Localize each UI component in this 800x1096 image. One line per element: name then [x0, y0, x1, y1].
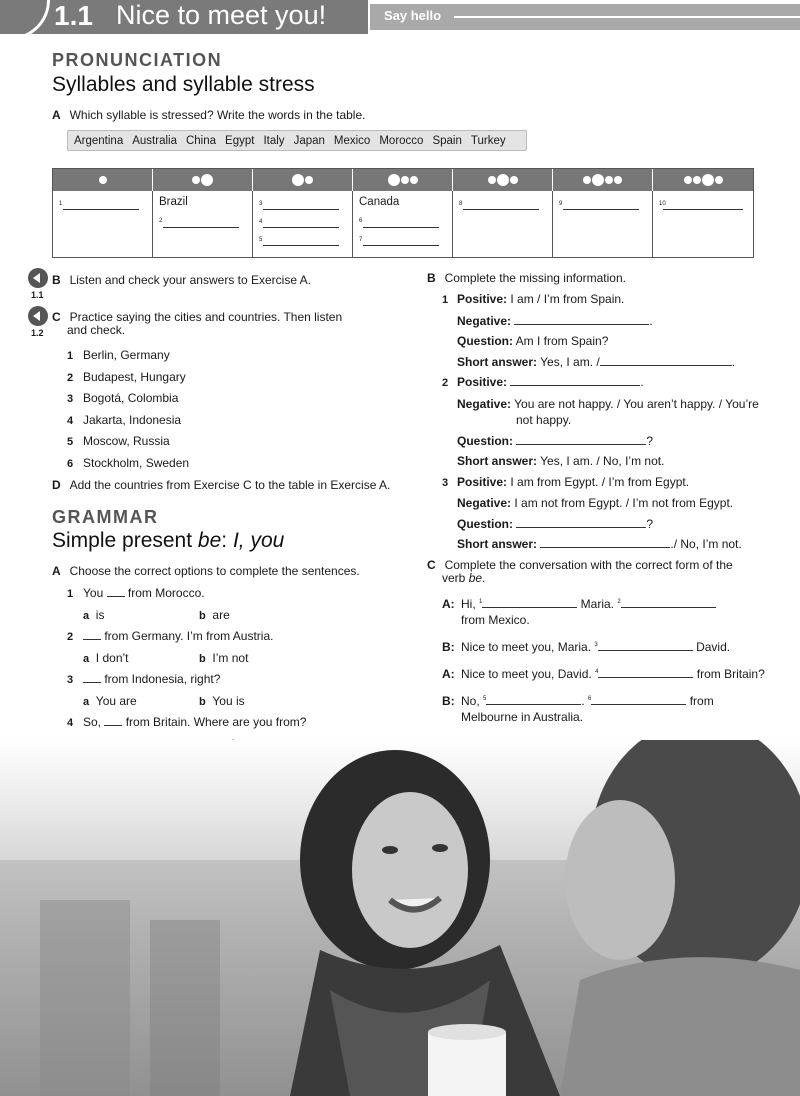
exercise-letter: A: [52, 564, 61, 578]
syllable-dot: [488, 176, 496, 184]
answer-blank[interactable]: [598, 638, 693, 651]
option-row: a is b are: [83, 607, 230, 622]
exercise-d-instruction: [52, 476, 390, 494]
answer-number: 10: [659, 201, 666, 207]
header-circle-decoration: [0, 0, 50, 40]
exercise-text: verb be.: [442, 571, 486, 585]
header-rule: [454, 16, 800, 18]
exercise-text: Complete the conversation with the correct form of the: [444, 558, 733, 572]
table-column: [653, 191, 753, 257]
pronunciation-caption: PRONUNCIATION: [52, 50, 223, 70]
unit-subtitle: Say hello: [384, 8, 442, 23]
info-line: not happy.: [516, 413, 572, 427]
question-item: 3 from Indonesia, right?: [67, 672, 221, 686]
info-line: Question: ?: [457, 516, 654, 531]
answer-blank[interactable]: [516, 515, 646, 528]
unit-number: 1.1: [54, 0, 93, 31]
stressed-syllable-dot: [592, 174, 604, 186]
syllable-dot: [410, 176, 418, 184]
answer-blank[interactable]: [486, 692, 581, 705]
example-word: Canada: [359, 196, 400, 208]
table-column: [53, 191, 153, 257]
grammar-title: Simple present be: I, you: [52, 529, 285, 552]
answer-blank[interactable]: [510, 373, 640, 386]
stress-pattern-header: [353, 169, 453, 191]
syllable-dot: [305, 176, 313, 184]
exercise-text: Add the countries from Exercise C to the table in Exercise A.: [69, 478, 391, 492]
info-line: 2 Positive: .: [442, 375, 644, 389]
option-b[interactable]: I’m not: [212, 650, 249, 665]
answer-blank[interactable]: [363, 226, 439, 228]
answer-blank[interactable]: [163, 226, 239, 228]
stressed-syllable-dot: [497, 174, 509, 186]
table-column: [553, 191, 653, 257]
answer-number: 5: [259, 237, 263, 243]
unit-title: Nice to meet you!: [116, 0, 327, 30]
table-column: [353, 191, 453, 257]
answer-blank[interactable]: [591, 692, 686, 705]
pronunciation-title: Syllables and syllable stress: [52, 73, 315, 96]
answer-blank[interactable]: [83, 627, 101, 640]
stressed-syllable-dot: [702, 174, 714, 186]
word-item: Argentina: [74, 134, 124, 147]
answer-blank[interactable]: [598, 665, 693, 678]
audio-icon[interactable]: [28, 268, 48, 288]
syllable-dot: [583, 176, 591, 184]
question-item: 1 You from Morocco.: [67, 586, 205, 600]
list-item: 6 Stockholm, Sweden: [67, 455, 190, 470]
answer-number: 4: [259, 219, 263, 225]
info-line: Negative: I am not from Egypt. / I’m not from Egypt.: [457, 496, 734, 510]
option-a[interactable]: is: [95, 607, 105, 622]
exercise-text: Which syllable is stressed? Write the words in the table.: [69, 108, 366, 122]
stress-pattern-header: [653, 169, 753, 191]
missing-info-list: [442, 289, 782, 555]
example-word: Brazil: [159, 196, 188, 208]
answer-blank[interactable]: [540, 535, 670, 548]
word-item: Egypt: [225, 134, 255, 147]
info-line: Short answer: Yes, I am. / No, I’m not.: [457, 454, 665, 468]
conversation-line: A: Hi, $^1$ Maria. $^2$: [442, 594, 782, 612]
answer-number: 3: [259, 201, 263, 207]
stress-pattern-header: [53, 169, 153, 191]
word-item: Turkey: [470, 134, 506, 147]
syllable-dot: [614, 176, 622, 184]
table-column: [453, 191, 553, 257]
answer-blank[interactable]: [104, 713, 122, 726]
answer-number: 6: [359, 218, 363, 224]
answer-number: 8: [459, 201, 463, 207]
conversation-line: A: Nice to meet you, David. $^4$ from Britain?: [442, 667, 765, 681]
answer-blank[interactable]: [263, 208, 339, 210]
stressed-syllable-dot: [99, 176, 107, 184]
exercise-b-instruction: [52, 271, 311, 289]
word-item: Spain: [432, 134, 462, 147]
answer-number: 1: [59, 201, 63, 207]
option-row: a You are b You is: [83, 693, 245, 708]
info-line: Short answer: Yes, I am. / .: [457, 354, 736, 369]
answer-blank[interactable]: [621, 595, 716, 608]
option-row: a I don’t b I’m not: [83, 650, 249, 665]
syllable-dot: [684, 176, 692, 184]
city-list: [67, 345, 189, 474]
syllable-dot: [715, 176, 723, 184]
exercise-text: Listen and check your answers to Exercise A.: [69, 273, 312, 287]
list-item: 1 Berlin, Germany: [67, 348, 170, 362]
word-box: [67, 130, 527, 151]
word-item: Italy: [263, 134, 285, 147]
conversation-line: Melbourne in Australia.: [461, 710, 584, 724]
question-item: 2 from Germany. I’m from Austria.: [67, 629, 274, 643]
option-a[interactable]: You are: [95, 693, 137, 708]
question-item: 4 So, from Britain. Where are you from?: [67, 715, 307, 729]
answer-blank[interactable]: [263, 226, 339, 228]
option-b[interactable]: are: [212, 607, 230, 622]
option-a[interactable]: I don’t: [95, 650, 129, 665]
stress-pattern-header: [153, 169, 253, 191]
conversation-line: B: Nice to meet you, Maria. $^3$ David.: [442, 640, 731, 654]
list-item: 2 Budapest, Hungary: [67, 369, 186, 384]
list-item: 5 Moscow, Russia: [67, 434, 170, 448]
info-line: 3 Positive: I am from Egypt. / I’m from Egypt.: [442, 474, 690, 489]
info-line: Negative: .: [457, 313, 653, 328]
grammar-caption: GRAMMAR: [52, 507, 159, 527]
grammar-exercise-a-instruction: [52, 562, 360, 580]
table-column: [253, 191, 353, 257]
stress-pattern-header: [553, 169, 653, 191]
audio-track-label: 1.1: [31, 290, 44, 300]
exercise-letter: B: [427, 271, 436, 285]
word-item: Mexico: [333, 134, 371, 147]
audio-track-label: 1.2: [31, 328, 44, 338]
exercise-letter: B: [52, 273, 61, 287]
answer-blank[interactable]: [600, 353, 732, 366]
answer-blank[interactable]: [63, 208, 139, 210]
word-item: China: [185, 134, 217, 147]
stressed-syllable-dot: [201, 174, 213, 186]
info-line: Question: ?: [457, 433, 654, 448]
unit-header: [0, 0, 800, 34]
photo-two-women-talking: [0, 740, 800, 1096]
syllable-dot: [192, 176, 200, 184]
info-line: Negative: You are not happy. / You aren’t happy. / You’re: [457, 396, 759, 411]
exercise-letter: A: [52, 108, 61, 122]
answer-blank[interactable]: [83, 670, 101, 683]
answer-number: 7: [359, 237, 363, 243]
conversation: [442, 594, 782, 725]
photo-illustration: [0, 740, 800, 1096]
conversation-line: B: No, $^5$ . $^6$ from: [442, 694, 714, 708]
exercise-letter: D: [52, 478, 61, 492]
info-line: Short answer: ./ No, I’m not.: [457, 537, 742, 551]
audio-icon[interactable]: [28, 306, 48, 326]
exercise-text: Complete the missing information.: [444, 271, 626, 285]
answer-blank[interactable]: [663, 208, 743, 210]
stressed-syllable-dot: [292, 174, 304, 186]
stress-pattern-table: [52, 168, 754, 258]
right-exercise-b-instruction: [427, 269, 626, 287]
word-item: Australia: [132, 134, 177, 147]
answer-blank[interactable]: [363, 244, 439, 246]
option-b[interactable]: You is: [212, 693, 245, 708]
syllable-dot: [605, 176, 613, 184]
stress-pattern-header: [253, 169, 353, 191]
answer-blank[interactable]: [516, 432, 646, 445]
answer-blank[interactable]: [514, 312, 649, 325]
answer-number: 9: [559, 201, 563, 207]
answer-blank[interactable]: [263, 244, 339, 246]
answer-number: 2: [159, 218, 163, 224]
answer-blank[interactable]: [563, 208, 639, 210]
exercise-text: and check.: [67, 323, 126, 337]
stressed-syllable-dot: [388, 174, 400, 186]
word-item: Japan: [293, 134, 325, 147]
syllable-dot: [510, 176, 518, 184]
answer-blank[interactable]: [482, 595, 577, 608]
word-item: Morocco: [379, 134, 424, 147]
exercise-text: Practice saying the cities and countries. Then listen: [69, 310, 343, 324]
exercise-text: Choose the correct options to complete the sentences.: [69, 564, 360, 578]
stress-pattern-header: [453, 169, 553, 191]
list-item: 4 Jakarta, Indonesia: [67, 412, 182, 427]
list-item: 3 Bogotá, Colombia: [67, 391, 179, 405]
answer-blank[interactable]: [463, 208, 539, 210]
info-line: 1 Positive: I am / I’m from Spain.: [442, 292, 625, 306]
syllable-dot: [401, 176, 409, 184]
syllable-dot: [693, 176, 701, 184]
table-column: [153, 191, 253, 257]
info-line: Question: Am I from Spain?: [457, 334, 609, 348]
exercise-letter: C: [427, 558, 436, 572]
exercise-letter: C: [52, 310, 61, 324]
conversation-line: from Mexico.: [461, 613, 530, 627]
answer-blank[interactable]: [107, 584, 125, 597]
exercise-a-instruction: [52, 106, 365, 124]
